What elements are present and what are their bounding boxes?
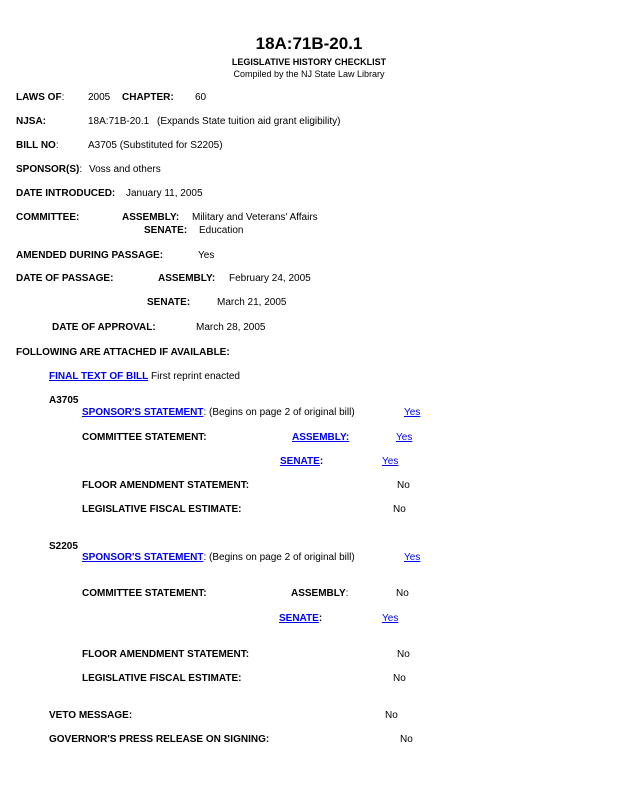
s2205-assembly-value: No bbox=[396, 588, 409, 599]
s2205-floor-value: No bbox=[397, 649, 410, 660]
s2205-floor-label: FLOOR AMENDMENT STATEMENT: bbox=[82, 649, 250, 660]
date-introduced-value: January 11, 2005 bbox=[126, 188, 203, 199]
s2205-label: S2205 bbox=[49, 541, 78, 552]
final-text-link[interactable]: FINAL TEXT OF BILL bbox=[49, 371, 149, 382]
passage-assembly-label: ASSEMBLY: bbox=[158, 273, 216, 284]
veto-label: VETO MESSAGE: bbox=[49, 710, 133, 721]
s2205-committee-label: COMMITTEE STATEMENT: bbox=[82, 588, 207, 599]
a3705-sponsor-statement-link[interactable]: SPONSOR'S STATEMENT bbox=[82, 407, 204, 418]
a3705-sponsor-row bbox=[82, 407, 355, 419]
bill-no-value: A3705 (Substituted for S2205) bbox=[88, 140, 223, 151]
page-subtitle: LEGISLATIVE HISTORY CHECKLIST bbox=[231, 57, 387, 67]
a3705-senate-yes-link[interactable]: Yes bbox=[382, 456, 399, 467]
bill-no-label: BILL NO: bbox=[16, 140, 59, 151]
a3705-label: A3705 bbox=[49, 395, 79, 406]
a3705-floor-label: FLOOR AMENDMENT STATEMENT: bbox=[82, 480, 250, 491]
s2205-sponsor-yes-link[interactable]: Yes bbox=[404, 552, 421, 563]
committee-senate-label: SENATE: bbox=[144, 225, 188, 236]
s2205-fiscal-value: No bbox=[393, 673, 406, 684]
final-text-row bbox=[49, 371, 240, 383]
a3705-assembly-link[interactable]: ASSEMBLY: bbox=[292, 432, 350, 443]
passage-senate-label: SENATE: bbox=[147, 297, 191, 308]
date-of-passage-label: DATE OF PASSAGE: bbox=[16, 273, 114, 284]
a3705-floor-value: No bbox=[397, 480, 410, 491]
njsa-label: NJSA: bbox=[16, 116, 47, 127]
a3705-fiscal-value: No bbox=[393, 504, 406, 515]
s2205-assembly-label: ASSEMBLY bbox=[291, 588, 346, 599]
laws-of-label: LAWS OF: bbox=[16, 92, 65, 103]
committee-senate-value: Education bbox=[199, 225, 244, 236]
njsa-description: (Expands State tuition aid grant eligibility) bbox=[157, 116, 341, 127]
a3705-committee-label: COMMITTEE STATEMENT: bbox=[82, 432, 207, 443]
page-title: 18A:71B-20.1 bbox=[255, 34, 363, 53]
s2205-senate-row: SENATE: bbox=[279, 613, 323, 624]
s2205-assembly-row: ASSEMBLY: bbox=[291, 588, 349, 599]
a3705-fiscal-label: LEGISLATIVE FISCAL ESTIMATE: bbox=[82, 504, 242, 515]
s2205-sponsor-note: : (Begins on page 2 of original bill) bbox=[203, 552, 355, 563]
s2205-fiscal-label: LEGISLATIVE FISCAL ESTIMATE: bbox=[82, 673, 242, 684]
njsa-value: 18A:71B-20.1 bbox=[88, 116, 150, 127]
sponsors-value: Voss and others bbox=[89, 164, 161, 175]
amended-value: Yes bbox=[198, 250, 215, 261]
veto-value: No bbox=[385, 710, 398, 721]
final-text-note: First reprint enacted bbox=[151, 371, 240, 382]
compiled-by: Compiled by the NJ State Law Library bbox=[233, 69, 385, 79]
a3705-sponsor-note: : (Begins on page 2 of original bill) bbox=[203, 407, 355, 418]
committee-label: COMMITTEE: bbox=[16, 212, 80, 223]
a3705-senate-link[interactable]: SENATE bbox=[280, 456, 320, 467]
laws-of-year: 2005 bbox=[88, 92, 111, 103]
committee-assembly-value: Military and Veterans' Affairs bbox=[192, 212, 318, 223]
attached-heading: FOLLOWING ARE ATTACHED IF AVAILABLE: bbox=[16, 347, 230, 358]
chapter-label: CHAPTER: bbox=[122, 92, 174, 103]
passage-assembly-value: February 24, 2005 bbox=[229, 273, 311, 284]
s2205-sponsor-row bbox=[82, 552, 355, 564]
press-release-value: No bbox=[400, 734, 413, 745]
a3705-senate-row: SENATE: bbox=[280, 456, 324, 467]
sponsors-label: SPONSOR(S): bbox=[16, 164, 83, 175]
date-introduced-label: DATE INTRODUCED: bbox=[16, 188, 116, 199]
passage-senate-value: March 21, 2005 bbox=[217, 297, 287, 308]
a3705-sponsor-yes-link[interactable]: Yes bbox=[404, 407, 421, 418]
committee-assembly-label: ASSEMBLY: bbox=[122, 212, 180, 223]
s2205-senate-yes-link[interactable]: Yes bbox=[382, 613, 399, 624]
date-of-approval-value: March 28, 2005 bbox=[196, 322, 266, 333]
amended-label: AMENDED DURING PASSAGE: bbox=[16, 250, 164, 261]
a3705-assembly-yes-link[interactable]: Yes bbox=[396, 432, 413, 443]
press-release-label: GOVERNOR'S PRESS RELEASE ON SIGNING: bbox=[49, 734, 270, 745]
s2205-senate-link[interactable]: SENATE bbox=[279, 613, 319, 624]
chapter-value: 60 bbox=[195, 92, 207, 103]
s2205-sponsor-statement-link[interactable]: SPONSOR'S STATEMENT bbox=[82, 552, 204, 563]
date-of-approval-label: DATE OF APPROVAL: bbox=[52, 322, 156, 333]
